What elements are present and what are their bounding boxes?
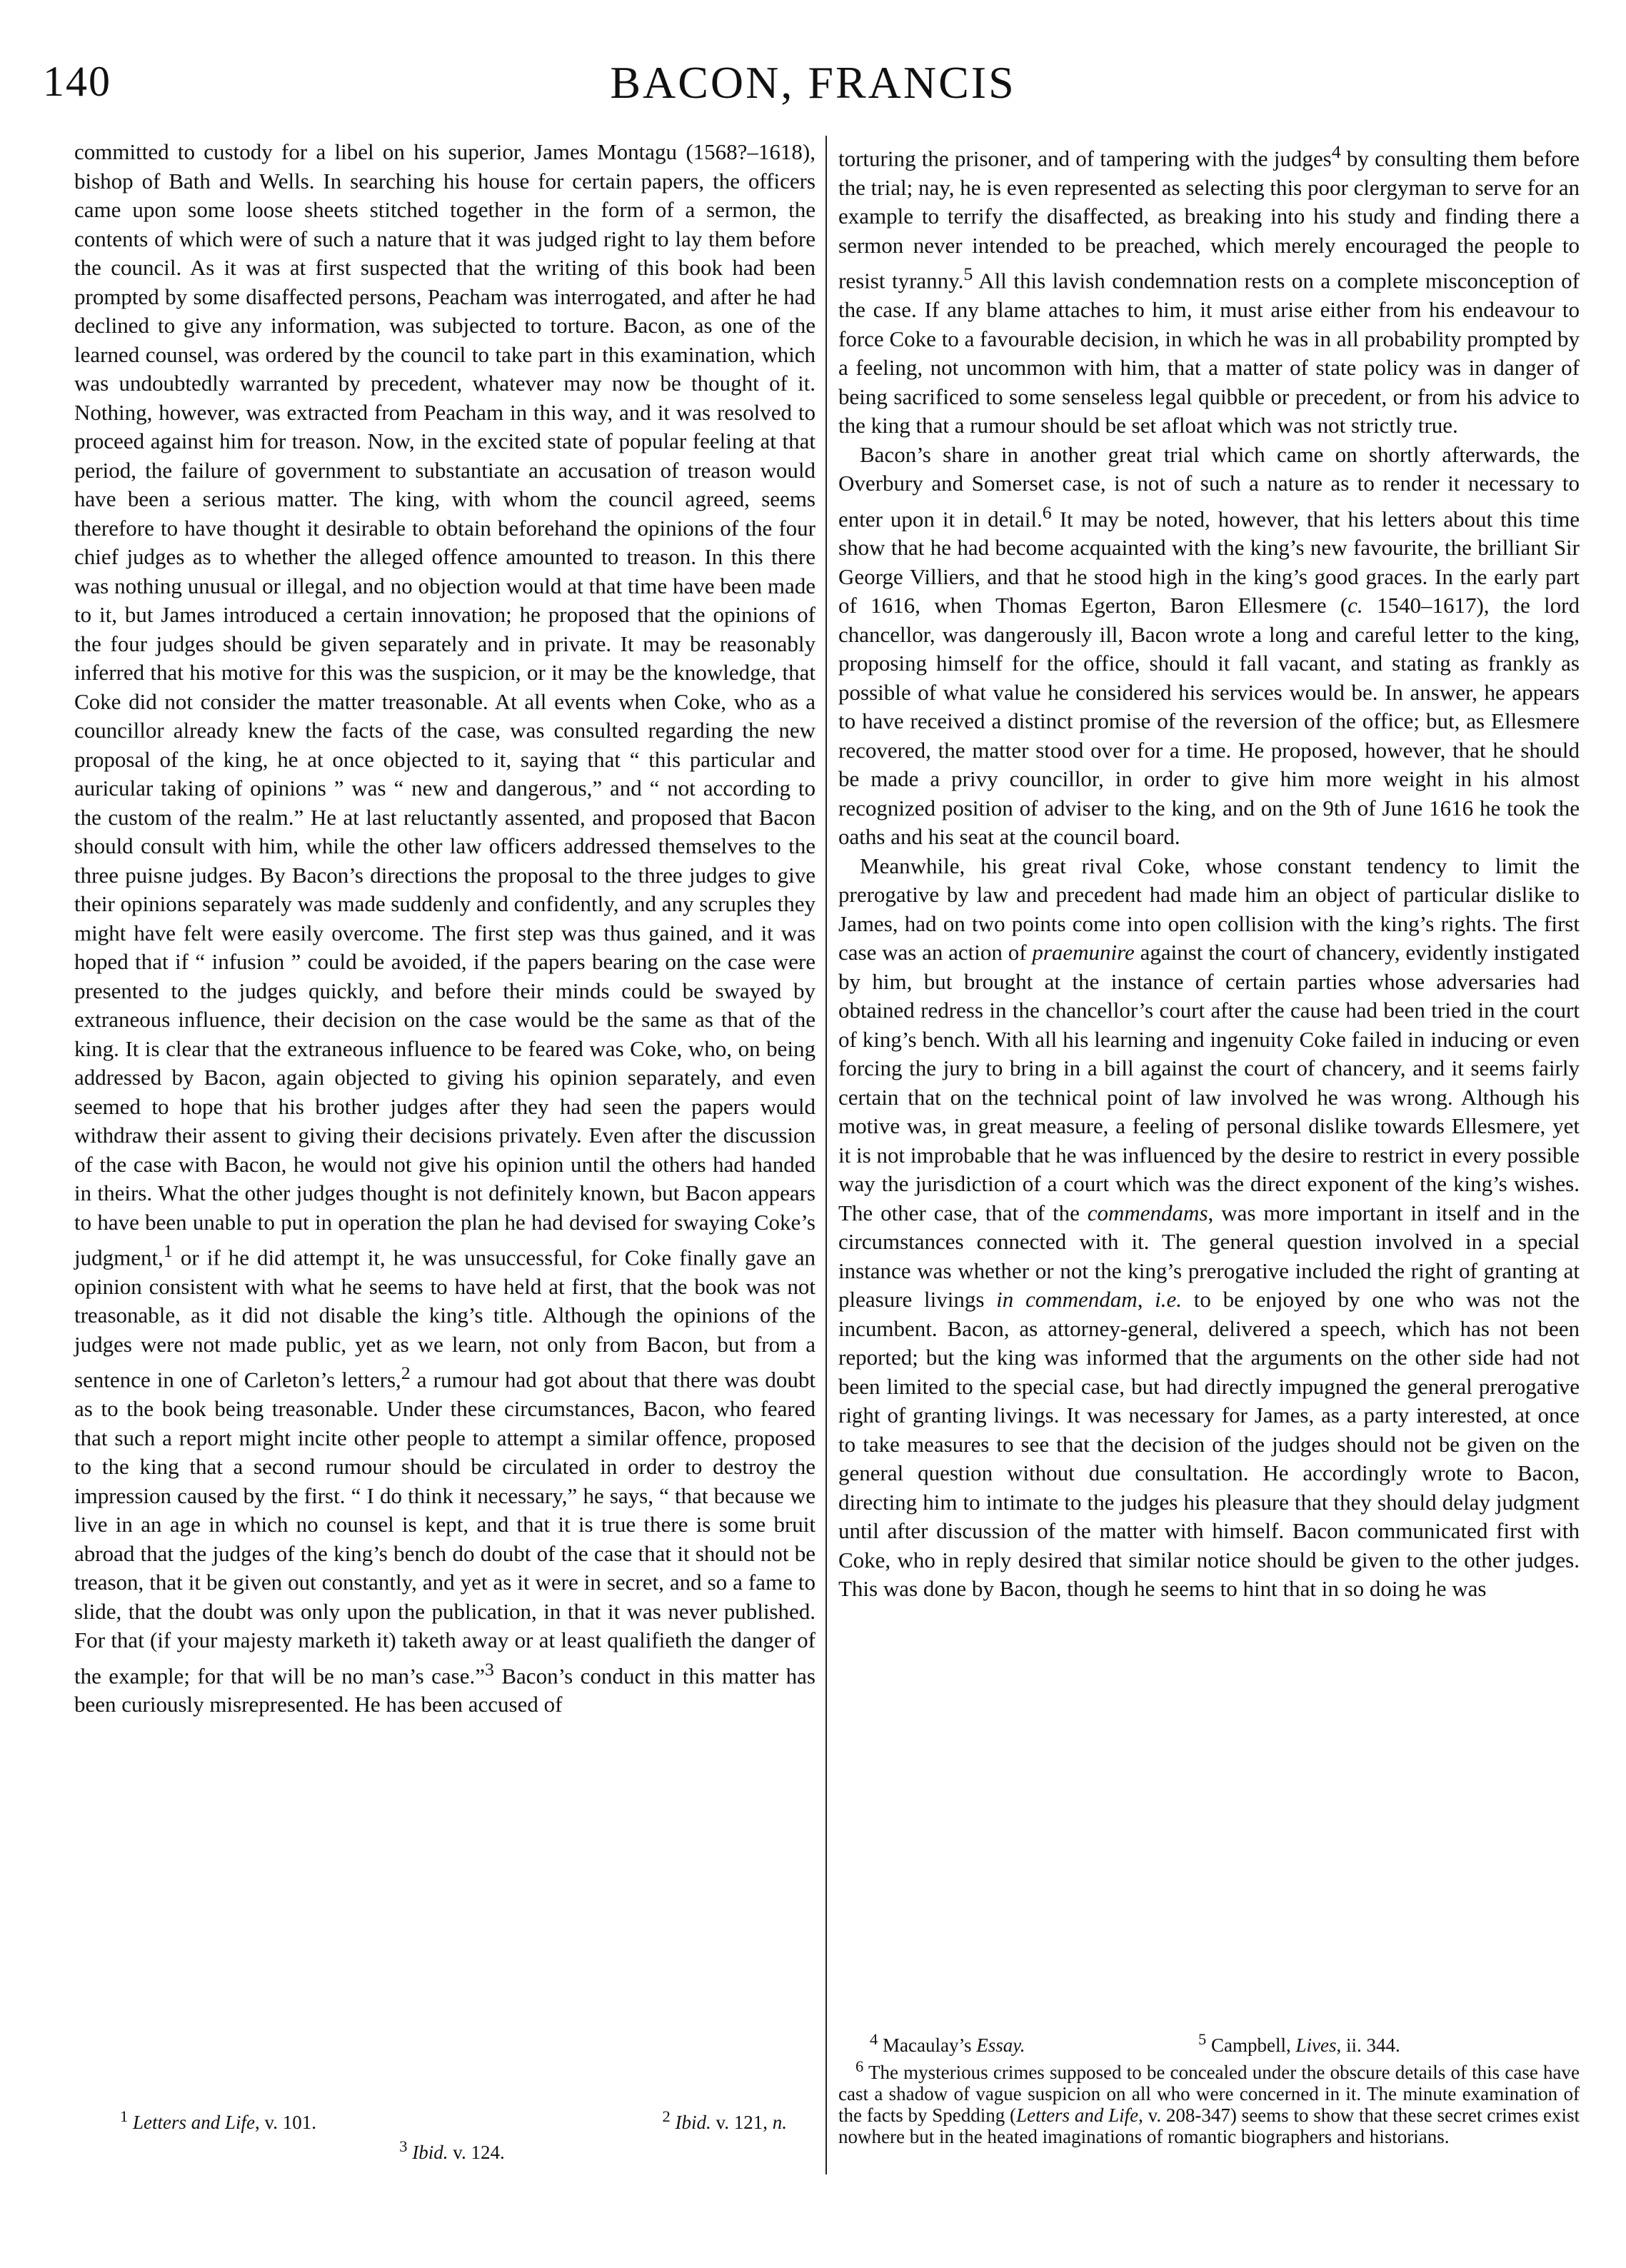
- footnote-text: v. 124.: [448, 2142, 505, 2163]
- footnote-6: [838, 2056, 1580, 2147]
- footnote-line: [838, 2029, 1580, 2056]
- footnote-4: [870, 2029, 1198, 2056]
- text-run: by consulting them before the trial; nay, he is even represented as selecting this poor clergyman to serve for an example to terrify the disaffected, as breaking into his study and finding there a sermon never intended to be preached, which merely encouraged the people to resist tyranny.: [838, 146, 1580, 293]
- footnote-text: The mysterious crimes supposed to be concealed under the obscure details of this case have cast a shadow of vague suspicion on all who were concerned in it. The minute examination of the facts by Spedding (: [838, 2062, 1580, 2126]
- text-run: Bacon’s share in another great trial which came on shortly afterwards, the Overbury and Somerset case, is not of such a nature as to render it necessary to enter upon it in detail.: [838, 441, 1580, 531]
- text-run: ,: [1137, 1287, 1155, 1313]
- page-number: 140: [43, 58, 111, 105]
- footnote-3: [74, 2134, 815, 2164]
- text-run: torturing the prisoner, and of tampering with the judges: [838, 146, 1332, 171]
- footnote-ref: 5: [963, 264, 973, 285]
- footnote-ref: 2: [401, 1363, 411, 1384]
- text-run: a rumour had got about that there was doubt as to the book being treasonable. Under these circumstances, Bacon, who feared that such a report might incite other people to attempt a similar offence, proposed to the king that a second rumour should be circulated in order to destroy the impression caused by the first. “ I do think it necessary,” he says, “ that because we live in an age in which no counsel is kept, and that it is true there is some bruit abroad that the judges of the king’s bench do doubt of the case that it should not be treason, that it be given out constantly, and yet as it were in secret, and so a fame to slide, that the doubt was only upon the publication, in that it was never published. For that (if your majesty marketh it) taketh away or at least qualifieth the danger of the example; for that will be no man’s case.”: [74, 1367, 815, 1688]
- footnote-text: Macaulay’s: [878, 2034, 977, 2056]
- text-run: to be enjoyed by one who was not the incumbent. Bacon, as attorney-general, delivered a speech, which has not been reported; but the king was informed that the arguments on the other side had not been limited to the special case, but had directly impugned the general prerogative right of granting livings. It was necessary for James, as a party interested, at once to take measures to see that the decision of the judges should not be given on the general question without due consultation. He accordingly wrote to Bacon, directing him to intimate to the judges his pleasure that they should delay judgment until after discussion of the matter with himself. Bacon communicated first with Coke, who in reply desired that similar notice should be given to the other judges. This was done by Bacon, though he seems to hint that in so doing he was: [838, 1287, 1580, 1602]
- footnote-text: , v. 208-347) seems to show that these secret crimes exist nowhere but in the heated imaginations of romantic biographers and historians.: [838, 2104, 1580, 2147]
- text-run: Meanwhile, his great rival Coke, whose constant tendency to limit the prerogative by law and precedent had made him an object of particular dislike to James, had on two points come into open collision with the king’s rights. The first case was an action of: [838, 853, 1580, 965]
- footnote-text: v. 121,: [711, 2112, 773, 2133]
- footnote-title: Lives: [1295, 2034, 1337, 2056]
- footnote-number: 6: [855, 2057, 864, 2075]
- footnote-ref: 1: [163, 1240, 173, 1261]
- footnote-title: Ibid.: [412, 2142, 448, 2163]
- text-run: or if he did attempt it, he was unsuccessful, for Coke finally gave an opinion consistent with what he seems to have held at first, that the book was not treasonable, as it did not disable the king’s title. Although the opinions of the judges were not made public, yet as we learn, not only from Bacon, but from a sentence in one of Carleton’s letters,: [74, 1245, 815, 1393]
- left-paragraph: [74, 138, 815, 1720]
- running-head-title: BACON, FRANCIS: [610, 57, 1016, 108]
- footnote-text: , ii. 344.: [1336, 2034, 1400, 2056]
- text-run: 1540–1617), the lord chancellor, was dangerously ill, Bacon wrote a long and careful letter to the king, proposing himself for the office, should it fall vacant, and stating as frankly as possible of what value he considered his services would be. In answer, he appears to have received a distinct promise of the reversion of the office; but, as Ellesmere recovered, the matter stood over for a time. He proposed, however, that he should be made a privy councillor, in order to give him more weight in his almost recognized position of adviser to the king, and on the 9th of June 1616 he took the oaths and his seat at the council board.: [838, 593, 1580, 850]
- text-run: c.: [1348, 593, 1363, 618]
- footnote-title: Letters and Life: [1016, 2104, 1139, 2126]
- footnote-2: [663, 2104, 788, 2134]
- footnote-number: 5: [1198, 2030, 1207, 2048]
- text-run: committed to custody for a libel on his superior, James Montagu (1568?–1618), bishop of Bath and Wells. In searching his house for certain papers, the officers came upon some loose sheets stitched together in the form of a sermon, the contents of which were of such a nature that it was judged right to lay them before the council. As it was at first suspected that the writing of this book had been prompted by some disaffected persons, Peacham was interrogated, and after he had declined to give any information, was subjected to torture. Bacon, as one of the learned counsel, was ordered by the council to take part in this examination, which was undoubtedly warranted by precedent, whatever may now be thought of it. Nothing, however, was extracted from Peacham in this way, and it was resolved to proceed against him for treason. Now, in the excited state of popular feeling at that period, the failure of government to substantiate an accusation of treason would have been a serious matter. The king, with whom the council agreed, seems therefore to have thought it desirable to obtain beforehand the opinions of the four chief judges as to whether the alleged offence amounted to treason. In this there was nothing unusual or illegal, and no objection would at that time have been made to it, but James introduced a certain innovation; he proposed that the opinions of the four judges should be given separately and in private. It may be reasonably inferred that his motive for this was the suspicion, or it may be the knowledge, that Coke did not consider the matter treasonable. At all events when Coke, who as a councillor already knew the facts of the case, was consulted regarding the new proposal of the king, he at once objected to it, saying that “ this particular and auricular taking of opinions ” was “ new and dangerous,” and “ not according to the custom of the realm.” He at last reluctantly assented, and proposed that Bacon should consult with him, while the other law officers addressed themselves to the three puisne judges. By Bacon’s directions the proposal to the three judges to give their opinions separately was made suddenly and confidently, and any scruples they might have felt were easily overcome. The first step was thus gained, and it was hoped that if “ infusion ” could be avoided, if the papers bearing on the case were presented to the judges quickly, and before their minds could be swayed by extraneous influence, their decision on the case would be the same as that of the king. It is clear that the extraneous influence to be feared was Coke, who, on being addressed by Bacon, again objected to giving his opinion separately, and even seemed to hope that his brother judges after they had seen the papers would withdraw their assent to giving their decisions privately. Even after the discussion of the case with Bacon, he would not give his opinion until the others had handed in theirs. What the other judges thought is not definitely known, but Bacon appears to have been unable to put in operation the plan he had devised for swaying Coke’s judgment,: [74, 139, 815, 1270]
- footnote-number: 1: [120, 2107, 129, 2125]
- right-column: [838, 138, 1580, 1604]
- right-paragraph: [838, 441, 1580, 852]
- footnote-ref: 3: [485, 1658, 494, 1680]
- footnote-title: Essay.: [976, 2034, 1025, 2056]
- left-column: [74, 138, 815, 1720]
- footnote-text: n.: [772, 2112, 787, 2133]
- text-run: in commendam: [996, 1287, 1138, 1313]
- footnote-5: [1198, 2029, 1400, 2056]
- footnote-text: Campbell,: [1206, 2034, 1296, 2056]
- footnote-title: Ibid.: [675, 2112, 711, 2133]
- footnote-number: 2: [662, 2107, 671, 2125]
- footnote-number: 3: [399, 2137, 408, 2155]
- footnote-line: [74, 2104, 815, 2134]
- footnote-ref: 4: [1331, 141, 1341, 162]
- text-run: It may be noted, however, that his letters about this time show that he had become acquainted with the king’s new favourite, the brilliant Sir George Villiers, and that he stood high in the king’s good graces. In the early part of 1616, when Thomas Egerton, Baron Ellesmere (: [838, 506, 1580, 618]
- column-divider: [825, 136, 827, 2174]
- text-run: i.e.: [1155, 1287, 1183, 1313]
- text-run: against the court of chancery, evidently instigated by him, but brought at the instance of certain parties whose adversaries had obtained redress in the chancellor’s court after the cause had been tried in the court of king’s bench. With all his learning and ingenuity Coke failed in inducing or even forcing the jury to bring in a bill against the court of chancery, and it seems fairly certain that on the technical point of law involved he was wrong. Although his motive was, in great measure, a feeling of personal dislike towards Ellesmere, yet it is not improbable that he was influenced by the desire to restrict in every possible way the jurisdiction of a court which was the direct exponent of the king’s wishes. The other case, that of the: [838, 940, 1580, 1225]
- footnote-title: Letters and Life: [133, 2112, 256, 2133]
- text-run: praemunire: [1032, 940, 1135, 965]
- text-run: , was more important in itself and in the circumstances connected with it. The general question involved in a special instance was whether or not the king’s prerogative included the right of granting at pleasure livings: [838, 1200, 1580, 1313]
- footnote-number: 4: [870, 2030, 878, 2048]
- text-run: Bacon’s conduct in this matter has been curiously misrepresented. He has been accused of: [74, 1662, 815, 1717]
- footnote-1: [120, 2104, 316, 2134]
- text-run: All this lavish condemnation rests on a complete misconception of the case. If any blame attaches to him, it must arise either from his endeavour to force Coke to a favourable decision, in which he was in all probability prompted by a feeling, not uncommon with him, that a matter of state policy was in danger of being sacrificed to some senseless legal quibble or precedent, or from his advice to the king that a rumour should be set afloat which was not strictly true.: [838, 268, 1580, 438]
- footnote-text: , v. 101.: [255, 2112, 317, 2133]
- right-paragraph: [838, 852, 1580, 1604]
- left-footnotes: [74, 2104, 815, 2164]
- right-paragraph: [838, 138, 1580, 441]
- text-run: commendams: [1087, 1200, 1208, 1225]
- right-footnotes: [838, 2029, 1580, 2147]
- footnote-ref: 6: [1042, 501, 1052, 523]
